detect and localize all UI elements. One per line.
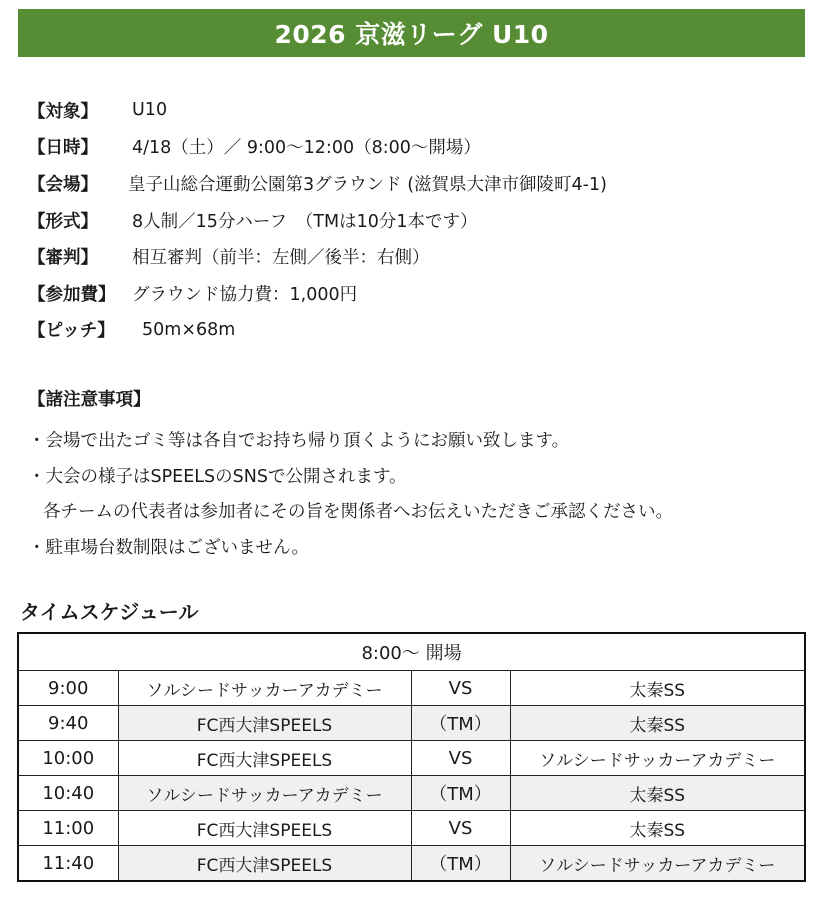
info-row-datetime <box>28 129 607 166</box>
info-row-target <box>28 92 607 129</box>
info-label: 【会場】 <box>28 174 98 195</box>
info-label: 【審判】 <box>28 248 98 269</box>
info-row-pitch <box>28 312 607 349</box>
info-label: 【参加費】 <box>28 284 116 305</box>
away-team-cell: 太秦SS <box>510 706 805 741</box>
schedule-table <box>17 632 806 882</box>
schedule-header: 8:00〜 開場 <box>18 633 805 671</box>
info-row-venue <box>28 165 607 202</box>
note-item: ・駐車場台数制限はございません。 <box>28 537 310 558</box>
info-row-fee <box>28 275 607 312</box>
info-label: 【日時】 <box>28 138 98 159</box>
home-team-cell: ソルシードサッカーアカデミー <box>118 776 411 811</box>
page-title: 2026 京滋リーグ U10 <box>274 20 549 49</box>
table-row <box>18 811 805 846</box>
away-team-cell: ソルシードサッカーアカデミー <box>510 741 805 776</box>
away-team-cell: 太秦SS <box>510 671 805 706</box>
info-row-referee <box>28 238 607 275</box>
away-team-cell: ソルシードサッカーアカデミー <box>510 846 805 882</box>
event-info <box>28 92 607 348</box>
info-label: 【ピッチ】 <box>28 321 115 342</box>
info-value: 8人制／15分ハーフ （TMは10分1本です） <box>132 211 478 232</box>
notes-title: 【諸注意事項】 <box>28 390 151 410</box>
table-row <box>18 671 805 706</box>
match-type-cell: （TM） <box>411 706 510 741</box>
info-value: 相互審判（前半：左側／後半：右側） <box>132 248 430 269</box>
home-team-cell: FC西大津SPEELS <box>118 846 411 882</box>
home-team-cell: FC西大津SPEELS <box>118 706 411 741</box>
match-type-cell: （TM） <box>411 776 510 811</box>
schedule-header-row <box>18 633 805 671</box>
time-cell: 9:40 <box>18 706 118 741</box>
table-row <box>18 741 805 776</box>
time-cell: 10:40 <box>18 776 118 811</box>
note-item: ・会場で出たゴミ等は各自でお持ち帰り頂くようにお願い致します。 <box>28 431 570 452</box>
home-team-cell: ソルシードサッカーアカデミー <box>118 671 411 706</box>
note-item: 各チームの代表者は参加者にその旨を関係者へお伝えいただきご承認ください。 <box>43 502 673 523</box>
table-row <box>18 706 805 741</box>
time-cell: 10:00 <box>18 741 118 776</box>
table-row <box>18 846 805 882</box>
info-row-format <box>28 202 607 239</box>
notes-list <box>28 422 673 564</box>
table-row <box>18 776 805 811</box>
info-value: グラウンド協力費：1,000円 <box>132 284 358 305</box>
time-cell: 9:00 <box>18 671 118 706</box>
time-cell: 11:00 <box>18 811 118 846</box>
match-type-cell: （TM） <box>411 846 510 882</box>
title-banner <box>18 9 805 57</box>
away-team-cell: 太秦SS <box>510 776 805 811</box>
info-label: 【対象】 <box>28 101 98 122</box>
info-value: U10 <box>132 100 168 121</box>
home-team-cell: FC西大津SPEELS <box>118 811 411 846</box>
schedule-title: タイムスケジュール <box>20 600 199 624</box>
info-label: 【形式】 <box>28 211 98 232</box>
away-team-cell: 太秦SS <box>510 811 805 846</box>
info-value: 50m×68m <box>142 319 236 340</box>
match-type-cell: VS <box>411 741 510 776</box>
match-type-cell: VS <box>411 811 510 846</box>
home-team-cell: FC西大津SPEELS <box>118 741 411 776</box>
info-value: 皇子山総合運動公園第3グラウンド (滋賀県大津市御陵町4-1) <box>128 174 607 195</box>
info-value: 4/18（土）／ 9:00〜12:00（8:00〜開場） <box>132 138 481 159</box>
match-type-cell: VS <box>411 671 510 706</box>
note-item: ・大会の様子はSPEELSのSNSで公開されます。 <box>28 466 407 487</box>
time-cell: 11:40 <box>18 846 118 882</box>
